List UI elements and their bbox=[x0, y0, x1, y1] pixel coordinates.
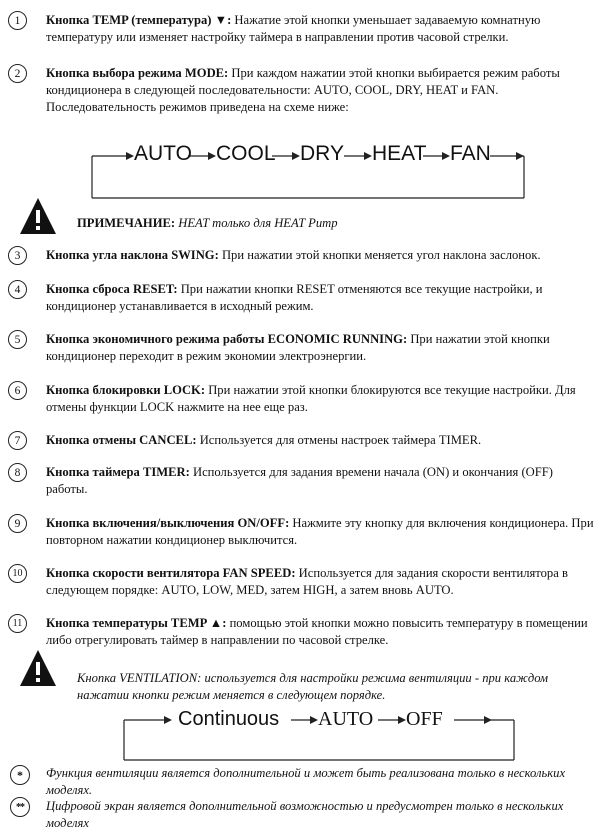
item-1-text: Нажатие этой кнопки уменьшает задаваемую комнатную температуру или изменяет настройку таймера в направлении против часовой стрелки. bbox=[46, 13, 541, 44]
item-5-text: При нажатии этой кнопки кондиционер переходит в режим экономии электроэнергии. bbox=[46, 332, 550, 363]
item-7 bbox=[46, 432, 594, 449]
item-2-text: При каждом нажатии этой кнопки выбирается режим работы кондиционера в следующей последовательности: AUTO, COOL, DRY, HEAT и FAN. Последовательность режимов приведена на схеме ниже: bbox=[46, 66, 560, 114]
item-3 bbox=[46, 247, 594, 264]
item-number-2: 2 bbox=[8, 64, 27, 83]
item-7-title: Кнопка отмены CANCEL: bbox=[46, 433, 197, 447]
item-number-7: 7 bbox=[8, 431, 27, 450]
vent-off: OFF bbox=[406, 708, 443, 730]
item-2 bbox=[46, 65, 594, 116]
warning-icon bbox=[18, 648, 58, 688]
item-10-text: Используется для задания скорости вентилятора в следующем порядке: AUTO, LOW, MED, затем HIGH, а затем вновь AUTO. bbox=[46, 566, 568, 597]
item-11-title: Кнопка температуры TEMP ▲: bbox=[46, 616, 227, 630]
item-number-6: 6 bbox=[8, 381, 27, 400]
footnote-digital-screen: Цифровой экран является дополнительной возможностью и предусмотрен только в нескольких моделях bbox=[46, 799, 564, 830]
item-8-title: Кнопка таймера TIMER: bbox=[46, 465, 190, 479]
item-8-text: Используется для задания времени начала (ON) и окончания (OFF) работы. bbox=[46, 465, 553, 496]
footnote-ventilation: Функция вентиляции является дополнительной и может быть реализована только в нескольких моделях. bbox=[46, 766, 566, 797]
item-4 bbox=[46, 281, 594, 315]
item-2-title: Кнопка выбора режима MODE: bbox=[46, 66, 229, 80]
item-number-4: 4 bbox=[8, 280, 27, 299]
item-1 bbox=[46, 12, 594, 46]
mode-auto: AUTO bbox=[134, 142, 192, 165]
item-5-title: Кнопка экономичного режима работы ECONOMIC RUNNING: bbox=[46, 332, 408, 346]
vent-continuous: Continuous bbox=[178, 708, 280, 730]
item-3-text: При нажатии этой кнопки меняется угол наклона заслонок. bbox=[218, 248, 541, 262]
item-10 bbox=[46, 565, 594, 599]
item-6-text: При нажатии этой кнопки блокируются все текущие настройки. Для отмены функции LOCK нажмите на нее еще раз. bbox=[46, 383, 576, 414]
item-4-text: При нажатии кнопки RESET отменяются все текущие настройки, и кондиционер устанавливается в исходный режим. bbox=[46, 282, 543, 313]
item-number-3: 3 bbox=[8, 246, 27, 265]
mode-dry: DRY bbox=[300, 142, 344, 165]
item-number-5: 5 bbox=[8, 330, 27, 349]
item-number-8: 8 bbox=[8, 463, 27, 482]
item-number-11: 11 bbox=[8, 614, 27, 633]
note-ventilation: Кнопка VENTILATION: используется для настройки режима вентиляции - при каждом нажатии кнопки режим меняется в следующем порядке. bbox=[77, 671, 549, 702]
item-1-title: Кнопка TEMP (температура) ▼: bbox=[46, 13, 232, 27]
footnote-mark-single: * bbox=[10, 765, 30, 785]
note-label: ПРИМЕЧАНИЕ: bbox=[77, 216, 176, 230]
item-7-text: Используется для отмены настроек таймера TIMER. bbox=[196, 433, 482, 447]
item-11 bbox=[46, 615, 594, 649]
note-text: HEAT только для HEAT Pump bbox=[175, 216, 338, 230]
mode-flow-diagram bbox=[92, 142, 532, 202]
ventilation-flow-diagram bbox=[124, 708, 524, 766]
item-4-title: Кнопка сброса RESET: bbox=[46, 282, 178, 296]
item-number-1: 1 bbox=[8, 11, 27, 30]
item-6 bbox=[46, 382, 594, 416]
item-11-text: помощью этой кнопки можно повысить температуру в помещении либо отрегулировать таймер в направлении по часовой стрелке. bbox=[46, 616, 588, 647]
footnote-mark-double: ** bbox=[10, 797, 30, 817]
mode-fan: FAN bbox=[450, 142, 491, 165]
item-5 bbox=[46, 331, 594, 365]
item-9 bbox=[46, 515, 594, 549]
mode-heat: HEAT bbox=[372, 142, 427, 165]
mode-cool: COOL bbox=[216, 142, 276, 165]
item-3-title: Кнопка угла наклона SWING: bbox=[46, 248, 219, 262]
item-10-title: Кнопка скорости вентилятора FAN SPEED: bbox=[46, 566, 296, 580]
vent-auto: AUTO bbox=[318, 708, 374, 730]
item-number-9: 9 bbox=[8, 514, 27, 533]
item-number-10: 10 bbox=[8, 564, 27, 583]
note-heat-pump bbox=[77, 215, 338, 232]
item-9-title: Кнопка включения/выключения ON/OFF: bbox=[46, 516, 290, 530]
warning-icon bbox=[18, 196, 58, 236]
item-8 bbox=[46, 464, 594, 498]
item-6-title: Кнопка блокировки LOCK: bbox=[46, 383, 206, 397]
item-9-text: Нажмите эту кнопку для включения кондиционера. При повторном нажатии кондиционер выключится. bbox=[46, 516, 594, 547]
